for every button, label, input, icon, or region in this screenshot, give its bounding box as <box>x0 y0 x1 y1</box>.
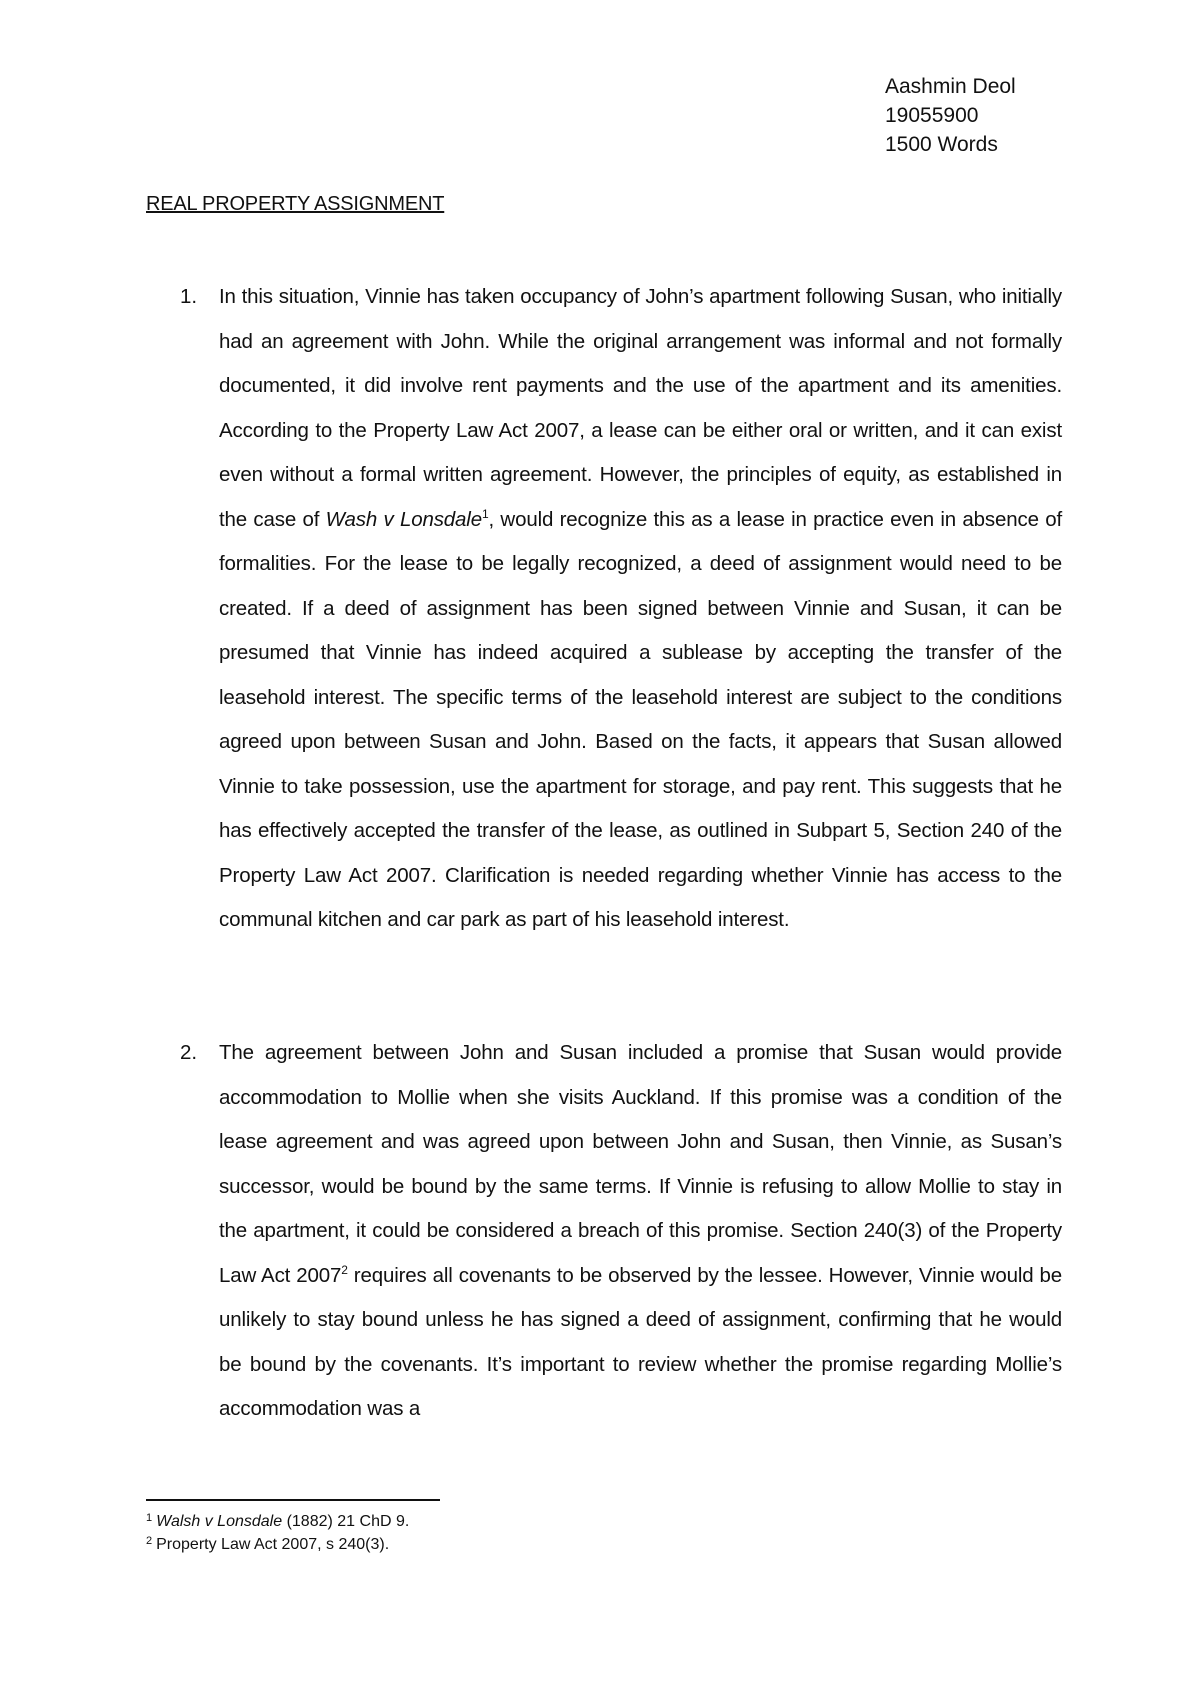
list-item-number: 2. <box>180 1041 198 1064</box>
footnote <box>146 1510 409 1533</box>
list-item <box>180 275 1062 943</box>
author-header <box>885 72 1016 159</box>
list-item-number: 1. <box>180 285 198 308</box>
paragraph-text: , would recognize this as a lease in practice even in absence of formalities. For the lease to be legally recognized, a deed of assignment would need to be created. If a deed of assignment has been signed between Vinnie and Susan, it can be presumed that Vinnie has indeed acquired a sublease by accepting the transfer of the leasehold interest. The specific terms of the leasehold interest are subject to the conditions agreed upon between Susan and John. Based on the facts, it appears that Susan allowed Vinnie to take possession, use the apartment for storage, and pay rent. This suggests that he has effectively accepted the transfer of the lease, as outlined in Subpart 5, Section 240 of the Property Law Act 2007. Clarification is needed regarding whether Vinnie has access to the communal kitchen and car park as part of his leasehold interest. <box>219 507 1063 931</box>
footnote-text: Property Law Act 2007, s 240(3). <box>156 1536 390 1553</box>
footnote-marker: 2 <box>146 1535 153 1547</box>
footnote-reference[interactable]: 1 <box>481 506 489 521</box>
footnote-case-name: Walsh v Lonsdale <box>156 1513 283 1530</box>
case-name: Wash v Lonsdale <box>325 507 482 531</box>
list-item-text <box>219 1031 1062 1432</box>
author-name: Aashmin Deol <box>885 75 1016 98</box>
student-id: 19055900 <box>885 104 979 127</box>
footnote-separator <box>146 1499 440 1501</box>
list-item <box>180 1031 1062 1432</box>
paragraph-text: requires all covenants to be observed by the lessee. However, Vinnie would be unlikely to stay bound unless he has signed a deed of assignment, confirming that he would be bound by the covenants. It’s important to review whether the promise regarding Mollie’s accommodation was a <box>219 1263 1062 1420</box>
footnote-marker: 1 <box>146 1512 153 1524</box>
footnotes <box>146 1510 409 1556</box>
footnote <box>146 1533 409 1556</box>
paragraph-text: In this situation, Vinnie has taken occupancy of John’s apartment following Susan, who initially had an agreement with John. While the original arrangement was informal and not formally documented, it did involve rent payments and the use of the apartment and its amenities. According to the Property Law Act 2007, a lease can be either oral or written, and it can exist even without a formal written agreement. However, the principles of equity, as established in the case of <box>219 285 1062 531</box>
paragraph-text: The agreement between John and Susan included a promise that Susan would provide accommodation to Mollie when she visits Auckland. If this promise was a condition of the lease agreement and was agreed upon between John and Susan, then Vinnie, as Susan’s successor, would be bound by the same terms. If Vinnie is refusing to allow Mollie to stay in the apartment, it could be considered a breach of this promise. Section 240(3) of the Property Law Act 2007 <box>219 1041 1062 1287</box>
word-count: 1500 Words <box>885 133 998 156</box>
footnote-citation: (1882) 21 ChD 9. <box>282 1513 410 1530</box>
list-item-text <box>219 275 1062 943</box>
document-title: REAL PROPERTY ASSIGNMENT <box>146 193 445 215</box>
footnote-reference[interactable]: 2 <box>341 1262 348 1277</box>
